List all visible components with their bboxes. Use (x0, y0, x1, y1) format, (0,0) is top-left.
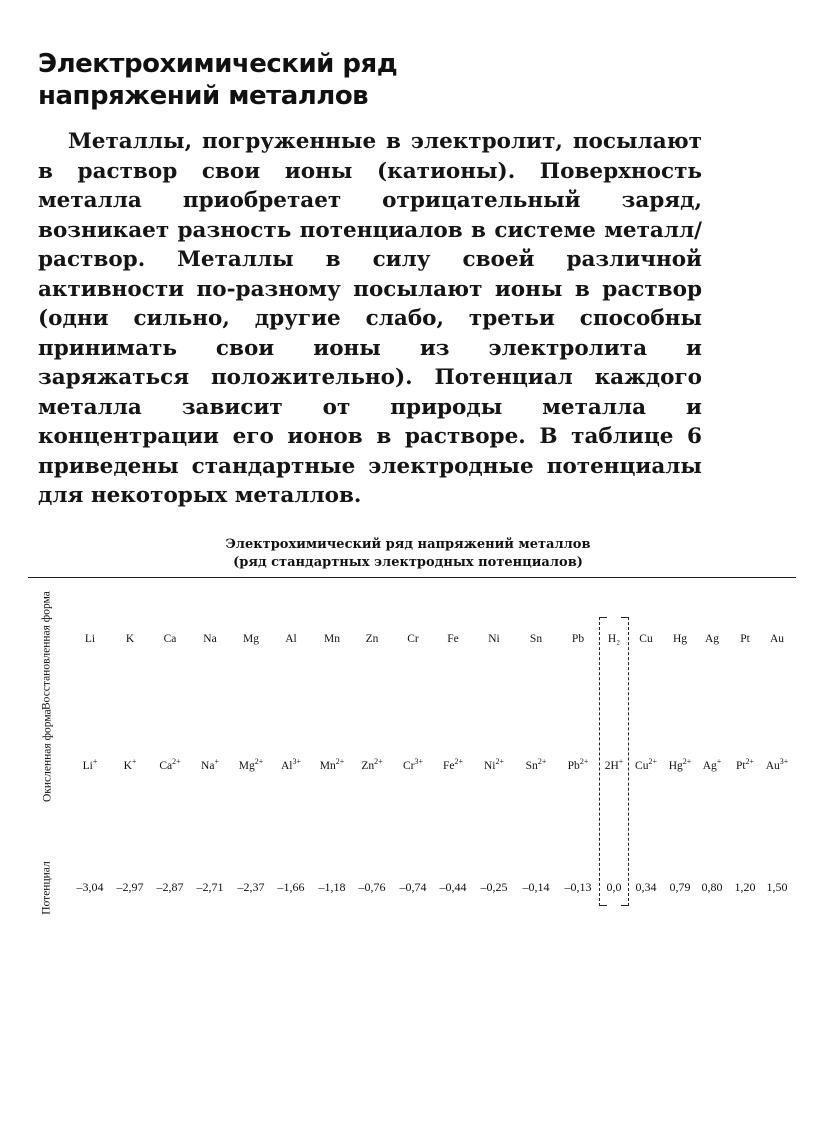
ion-charge: 2+ (495, 757, 505, 767)
ion-symbol: K (123, 760, 132, 772)
ion-charge: 2+ (374, 757, 383, 767)
hydrogen-box-right-edge (628, 617, 629, 906)
ion-charge: 2+ (648, 757, 657, 767)
oxidized-form-cell (483, 757, 505, 772)
table-caption-subtitle: (ряд стандартных электродных потенциалов) (233, 555, 583, 570)
section-heading (38, 48, 397, 112)
reduced-form-cell: Al (285, 633, 297, 645)
body-paragraph: Металлы, погруженные в электролит, посылают в раствор свои ионы (катионы). Поверхность металла приобретает отрицательный заряд, возникает разность потенциалов в системе металл/раствор. Металлы в силу своей различной активности по-разному посылают ионы в раствор (одни сильно, другие слабо, третьи способны принимать свои ионы из электролита и заряжаться положительно). Потенциал каждого металла зависит от природы металла и концентрации его ионов в растворе. В таблице 6 приведены стандартные электродные потенциалы для некоторых металлов. (38, 129, 702, 508)
reduced-form-cell: Sn (529, 633, 543, 645)
potential-cell: –1,66 (277, 880, 305, 894)
potential-cell: –2,71 (196, 880, 224, 894)
row-label-reduced: Восстановленная форма (40, 591, 53, 710)
oxidized-form-cell (82, 757, 98, 772)
ion-charge: + (214, 757, 219, 767)
ion-charge: 2+ (745, 757, 755, 767)
ion-charge: 2+ (454, 757, 464, 767)
oxidized-form-cell (319, 757, 345, 772)
hydrogen-box-top-right (621, 617, 629, 618)
oxidized-form-cell (702, 757, 722, 772)
reduced-form-cell: Mn (324, 633, 340, 645)
ion-charge: 2+ (579, 757, 589, 767)
ion-charge: 2+ (172, 757, 181, 767)
potential-cell: 0,80 (701, 880, 723, 894)
ion-symbol: Li (82, 760, 93, 772)
row-label-oxidized: Окисленная форма (41, 709, 54, 802)
reduced-form-cell: Ni (488, 633, 500, 645)
reduced-form-cell: Na (203, 633, 217, 645)
ion-charge: 2+ (537, 757, 547, 767)
reduced-form-cell: K (125, 633, 135, 645)
ion-symbol: Pt (735, 760, 746, 772)
oxidized-form-cell (735, 757, 755, 772)
potential-cell: –0,74 (399, 880, 427, 894)
hydrogen-box-bottom-left (599, 905, 607, 906)
ion-charge: + (716, 757, 722, 767)
oxidized-form-cell (159, 757, 181, 772)
row-label-potential: Потенциал (40, 861, 53, 915)
potential-cell: –1,18 (318, 880, 346, 894)
ion-symbol: 2H (604, 760, 619, 772)
potential-cell: 0,34 (635, 880, 657, 894)
potential-cell: –0,25 (480, 880, 508, 894)
reduced-form-cell: Ag (704, 633, 720, 645)
potential-cell: 0,0 (606, 880, 622, 894)
oxidized-form-cell (238, 757, 264, 772)
ion-symbol: Ca (159, 760, 173, 772)
ion-symbol: Sn (525, 760, 538, 772)
potential-cell: –3,04 (76, 880, 104, 894)
ion-symbol: Na (201, 760, 215, 772)
ion-symbol: Ag (702, 760, 717, 772)
reduced-form-cell: Ca (163, 633, 177, 645)
ion-charge: 2+ (682, 757, 692, 767)
reduced-form-cell: Mg (243, 633, 259, 645)
ion-charge: 3+ (414, 757, 424, 767)
ion-symbol: Hg (668, 760, 683, 772)
table-top-rule (28, 577, 796, 578)
potential-cell: 1,50 (766, 880, 788, 894)
ion-charge: 2+ (254, 757, 264, 767)
potential-cell: –0,14 (522, 880, 550, 894)
heading-line-2: напряжений металлов (38, 81, 369, 111)
hydrogen-box-top-left (599, 617, 607, 618)
reduced-form-cell: Au (769, 633, 785, 645)
ion-charge: 2+ (335, 757, 345, 767)
reduced-form-cell: Pb (571, 633, 585, 645)
reduced-form-cell: Pt (740, 633, 750, 645)
ion-charge: + (92, 757, 98, 767)
potential-cell: –2,87 (156, 880, 184, 894)
oxidized-form-cell (668, 757, 692, 772)
oxidized-form-cell (765, 757, 789, 772)
reduced-form-cell: Fe (447, 633, 459, 645)
potential-cell: –0,76 (358, 880, 386, 894)
ion-symbol: Ni (483, 760, 496, 772)
oxidized-form-cell (201, 757, 219, 772)
reduced-form-cell: Cu (639, 633, 653, 645)
oxidized-form-cell (525, 757, 547, 772)
ion-symbol: Cu (635, 760, 649, 772)
ion-symbol: Cr (402, 760, 415, 772)
ion-symbol: Au (765, 760, 780, 772)
reduced-form-cell: Cr (407, 633, 419, 645)
potential-cell: –2,97 (116, 880, 144, 894)
ion-charge: + (618, 757, 624, 767)
ion-symbol: Mg (238, 760, 255, 772)
table-caption-title: Электрохимический ряд напряжений металлов (225, 537, 591, 552)
ion-charge: 3+ (292, 757, 302, 767)
oxidized-form-cell (635, 757, 657, 772)
oxidized-form-cell (604, 757, 624, 772)
potential-cell: 1,20 (734, 880, 756, 894)
ion-charge: + (131, 757, 137, 767)
reduced-form-cell: Hg (672, 633, 688, 645)
ion-symbol: Pb (567, 760, 580, 772)
heading-line-1: Электрохимический ряд (38, 49, 398, 79)
potential-cell: –0,44 (439, 880, 467, 894)
ion-symbol: Mn (319, 760, 336, 772)
reduced-form-cell: Li (84, 633, 96, 645)
potential-cell: –0,13 (564, 880, 592, 894)
ion-charge: 3+ (779, 757, 789, 767)
oxidized-form-cell (567, 757, 589, 772)
oxidized-form-cell (361, 757, 383, 772)
oxidized-form-cell (280, 757, 302, 772)
ion-symbol: Fe (442, 760, 455, 772)
hydrogen-box-left-edge (599, 617, 600, 906)
hydrogen-box-bottom-right (621, 905, 629, 906)
oxidized-form-cell (442, 757, 464, 772)
oxidized-form-cell (402, 757, 424, 772)
oxidized-form-cell (123, 757, 137, 772)
ion-symbol: Zn (361, 760, 375, 772)
reduced-form-cell: H₂ (607, 633, 621, 645)
potential-cell: –2,37 (237, 880, 265, 894)
reduced-form-cell: Zn (365, 633, 379, 645)
potential-cell: 0,79 (669, 880, 691, 894)
ion-symbol: Al (280, 760, 293, 772)
